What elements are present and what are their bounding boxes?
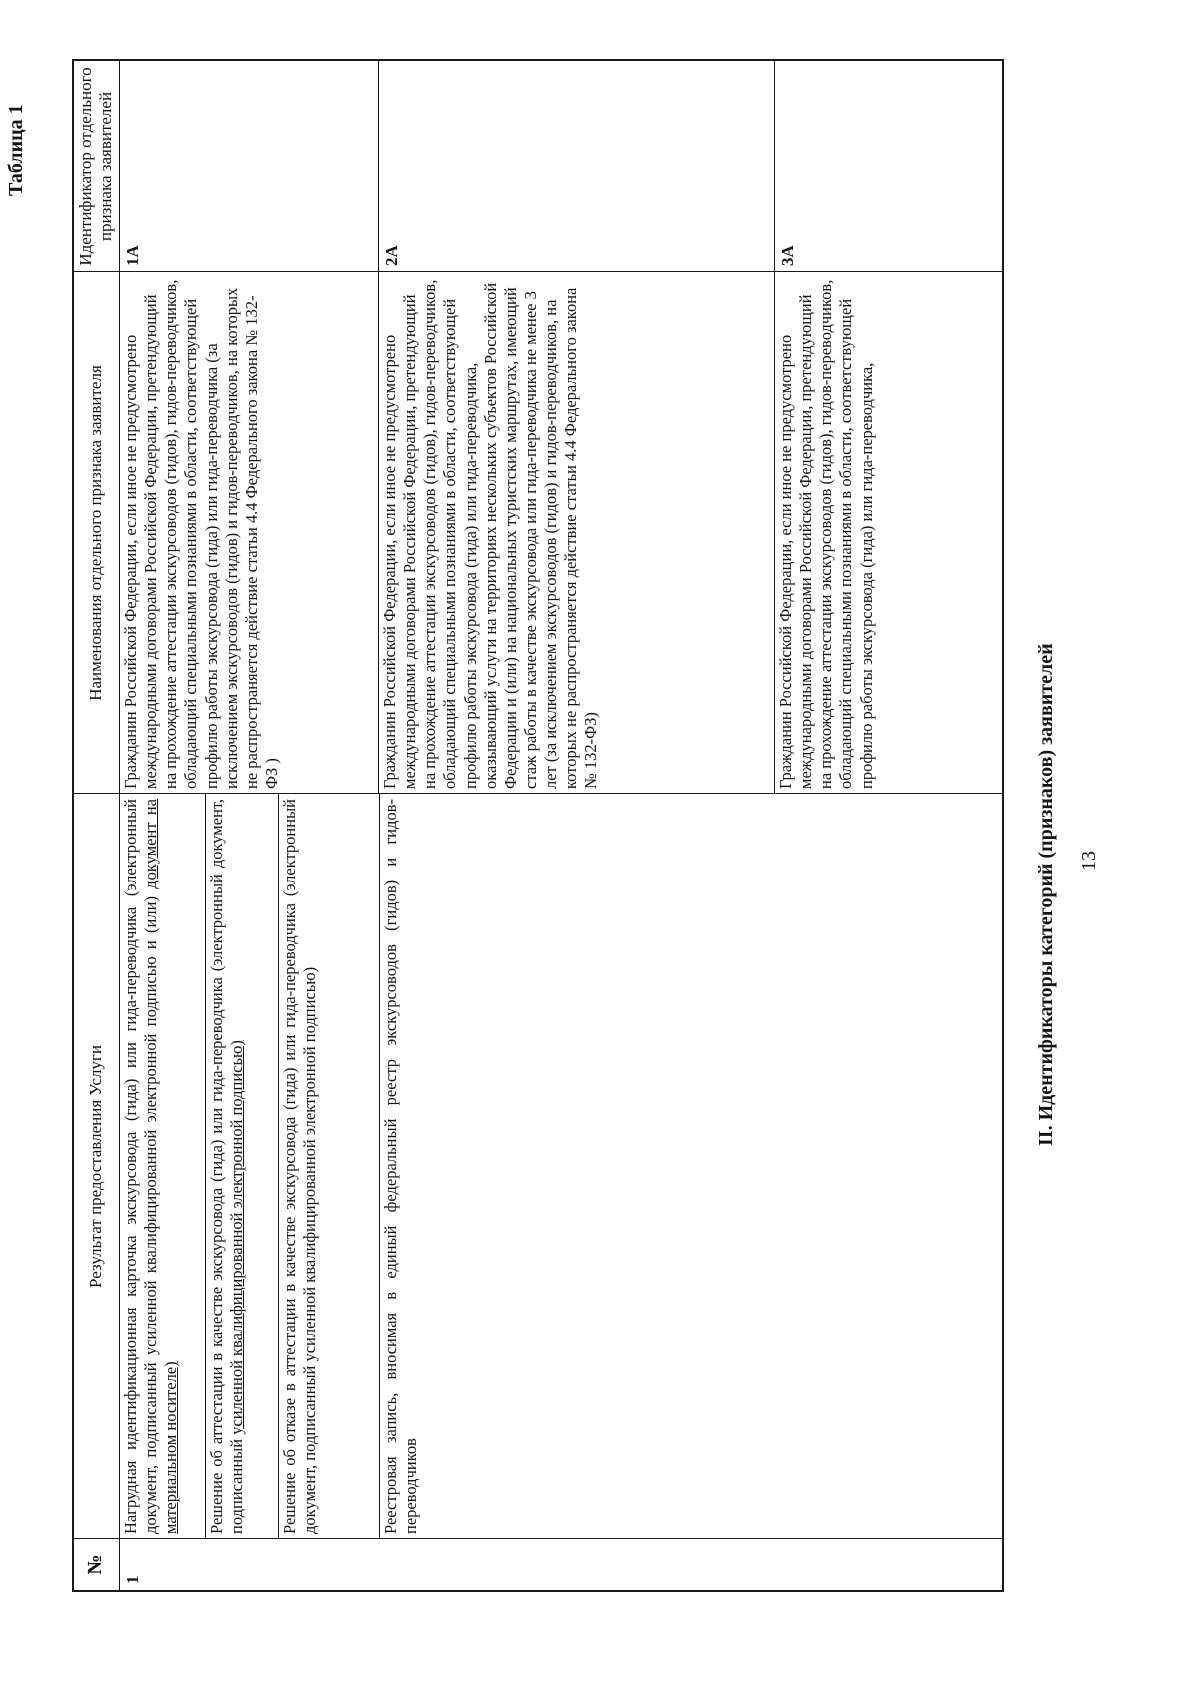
- result-text: Реестровая запись, вносимая в единый федеральный реестр экскурсоводов (гидов) и гидов-переводчиков: [381, 799, 421, 1534]
- result-text: Нагрудная идентификационная карточка экскурсовода (гида) или гида-переводчика (электронный документ, подписанный усиленной квалифицированной электронной подписью и (или): [121, 799, 161, 1534]
- header-number: №: [84, 1554, 106, 1575]
- applicant-table: [72, 59, 1004, 1592]
- result-cell: [379, 794, 439, 1539]
- criterion-cell: Гражданин Российской Федерации, если иное не предусмотрено международными договорами Российской Федерации, претендующий на прохождение аттестации экскурсоводов (гидов), гидов-переводчиков, обладающий специальными познаниями в области, соответствующей профилю работы экскурсовода (гида) или гида-переводчика, оказывающий услуги на территориях нескольких субъектов Российской Федерации и (или) на национальных туристских маршрутах, имеющий стаж работы в качестве экскурсовода или гида-переводчика не менее 3 лет (за исключением экскурсоводов (гидов) и гидов-переводчиков, на которых не распространяется действие статьи 4.4 Федерального закона № 132-ФЗ): [380, 279, 601, 789]
- section-title: II. Идентификаторы категорий (признаков) заявителей: [1035, 643, 1057, 1146]
- result-underlined-text: усиленной квалифицированной электронной подписью): [227, 1040, 247, 1435]
- header-criterion: Наименования отдельного признака заявителя: [86, 365, 105, 701]
- header-identifier: Идентификатор отдельного признака заявителей: [76, 67, 115, 266]
- result-cell: [119, 794, 205, 1539]
- result-cell: [278, 794, 379, 1539]
- page-number: 13: [1078, 851, 1100, 871]
- result-underlined-text: документ на материальном носителе): [141, 798, 181, 1534]
- result-cell: [205, 794, 278, 1539]
- criterion-cell: Гражданин Российской Федерации, если иное не предусмотрено международными договорами Российской Федерации, претендующий на прохождение аттестации экскурсоводов (гидов), гидов-переводчиков, обладающий специальными познаниями в области, соответствующей профилю работы экскурсовода (гида) или гида-переводчика,: [776, 279, 876, 789]
- result-text: Решение об отказе в аттестации в качестве экскурсовода (гида) или гида-переводчика (электронный документ, подписанный усиленной квалифицированной электронной подписью): [280, 799, 320, 1534]
- row-number: 1: [123, 1575, 142, 1584]
- identifier-cell: 1А: [123, 245, 142, 266]
- header-result: Результат предоставления Услуги: [86, 1045, 105, 1289]
- criterion-cell: Гражданин Российской Федерации, если иное не предусмотрено международными договорами Российской Федерации, претендующий на прохождение аттестации экскурсоводов (гидов), гидов-переводчиков, обладающий специальными познаниями в области, соответствующей профилю работы экскурсовода (гида) или гида-переводчика (за исключением экскурсоводов (гидов) и гидов-переводчиков, на которых не распространяется действие статьи 4.4 Федерального закона № 132-ФЗ ): [121, 279, 281, 789]
- result-text: Решение об аттестации в качестве экскурсовода (гида) или гида-переводчика (электронный документ, подписанный: [207, 799, 247, 1534]
- table-caption: Таблица 1: [5, 104, 27, 196]
- identifier-cell: 3А: [778, 245, 797, 266]
- identifier-cell: 2А: [382, 245, 401, 266]
